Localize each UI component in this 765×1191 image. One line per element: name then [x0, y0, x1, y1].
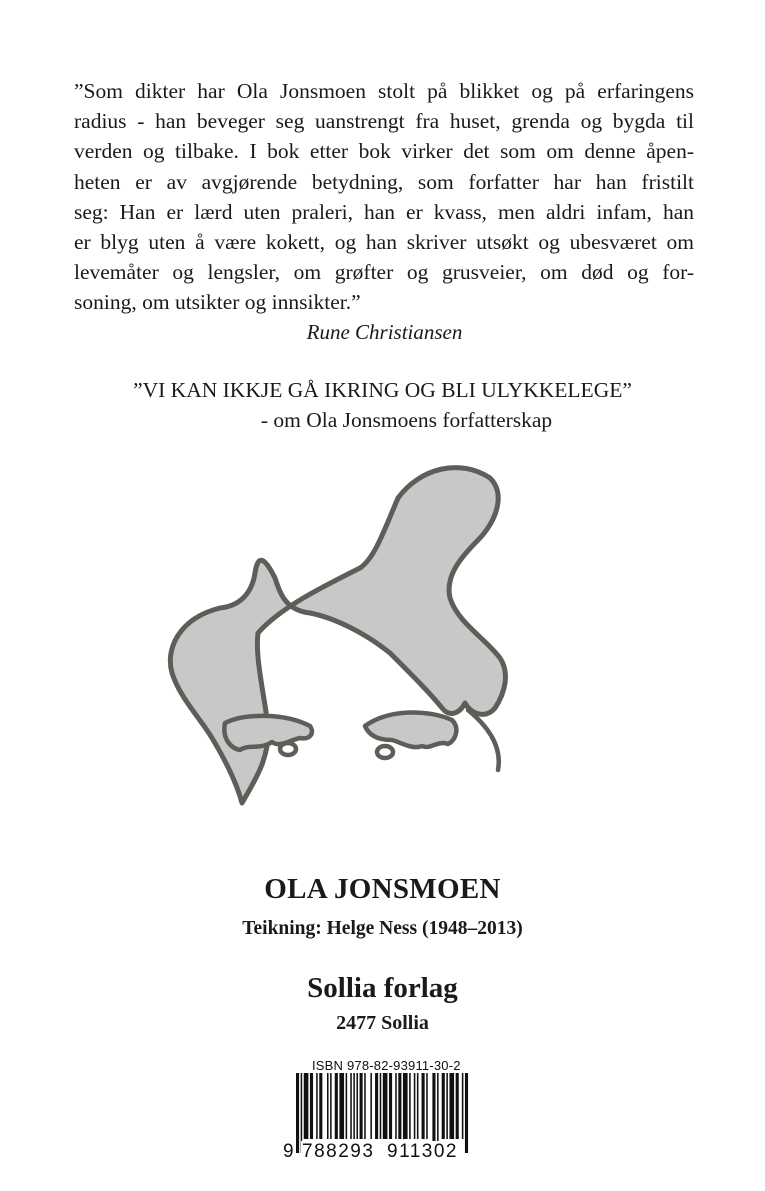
hair-shape	[170, 468, 505, 803]
review-quote	[74, 76, 694, 318]
quote-line: soning, om utsikter og innsikter.”	[74, 290, 361, 315]
barcode-bar	[380, 1073, 382, 1139]
barcode-bar	[449, 1073, 454, 1139]
quote-line: heten er av avgjørende betydning, som forfatter har han fristilt	[74, 169, 694, 194]
barcode-bar	[353, 1073, 355, 1139]
publisher-name: Sollia forlag	[307, 972, 458, 1004]
barcode-bar	[414, 1073, 416, 1139]
barcode-bar	[364, 1073, 366, 1139]
barcode-bar	[296, 1073, 299, 1153]
right-eyebrow	[365, 712, 456, 747]
barcode-left-digits: 788293	[302, 1141, 375, 1162]
quote-attribution	[0, 320, 765, 345]
quote-line: ”Som dikter har Ola Jonsmoen stolt på blikket og på erfaringens	[74, 79, 694, 103]
barcode-bar	[360, 1073, 363, 1139]
barcode-bar	[403, 1073, 408, 1139]
quote-line: seg: Han er lærd uten praleri, han er kvass, men aldri infam, han	[74, 199, 694, 224]
barcode-bar	[316, 1073, 318, 1139]
barcode-bar	[426, 1073, 428, 1139]
barcode-bar	[330, 1073, 332, 1139]
publisher-address: 2477 Sollia	[336, 1012, 429, 1034]
left-eyebrow	[224, 716, 312, 750]
subtitle-description-text: - om Ola Jonsmoens forfatterskap	[260, 408, 553, 432]
left-eye	[280, 743, 296, 755]
barcode-bar	[370, 1073, 372, 1139]
barcode-bar	[442, 1073, 445, 1139]
barcode-bar	[319, 1073, 322, 1139]
quote-line: er blyg uten å være kokett, og han skriver utsøkt og ubesværet om	[74, 230, 694, 255]
face-contour	[468, 710, 499, 770]
quote-line: radius - han beveger seg uanstrengt fra huset, grenda og bygda til	[74, 109, 694, 134]
barcode-bar	[339, 1073, 344, 1139]
quote-line: verden og tilbake. I bok etter bok virker det som om denne åpen-	[74, 139, 694, 164]
barcode-bar	[304, 1073, 309, 1139]
book-subtitle-title: ”VI KAN IKKJE GÅ IKRING OG BLI ULYKKELEGE”	[133, 378, 632, 402]
portrait-drawing	[160, 458, 560, 848]
barcode-bar	[446, 1073, 448, 1139]
barcode-bar	[422, 1073, 425, 1139]
barcode-bar	[389, 1073, 392, 1139]
barcode-bar	[346, 1073, 348, 1139]
author-name: OLA JONSMOEN	[264, 873, 501, 905]
barcode-bar	[356, 1073, 358, 1139]
right-eye	[377, 746, 393, 758]
barcode-bar	[409, 1073, 411, 1139]
barcode-bar	[335, 1073, 338, 1139]
barcode-bar	[465, 1073, 468, 1153]
barcode-bar	[327, 1073, 329, 1139]
barcode-bar	[398, 1073, 401, 1139]
barcode-bar	[395, 1073, 397, 1139]
illustration-credit: Teikning: Helge Ness (1948–2013)	[242, 918, 523, 939]
barcode-bar	[383, 1073, 388, 1139]
barcode-bar	[310, 1073, 313, 1139]
barcode-bar	[375, 1073, 378, 1139]
quote-line: levemåter og lengsler, om grøfter og grusveier, om død og for-	[74, 260, 694, 285]
barcode-bar	[456, 1073, 459, 1139]
isbn-label: ISBN 978-82-93911-30-2	[312, 1058, 461, 1073]
attribution-name: Rune Christiansen	[306, 320, 463, 344]
barcode-bar	[417, 1073, 419, 1139]
barcode-right-digits: 911302	[387, 1141, 458, 1162]
barcode-bar	[462, 1073, 464, 1139]
barcode-bar	[350, 1073, 352, 1139]
book-subtitle-description	[0, 408, 765, 433]
barcode-first-digit: 9	[283, 1141, 294, 1162]
